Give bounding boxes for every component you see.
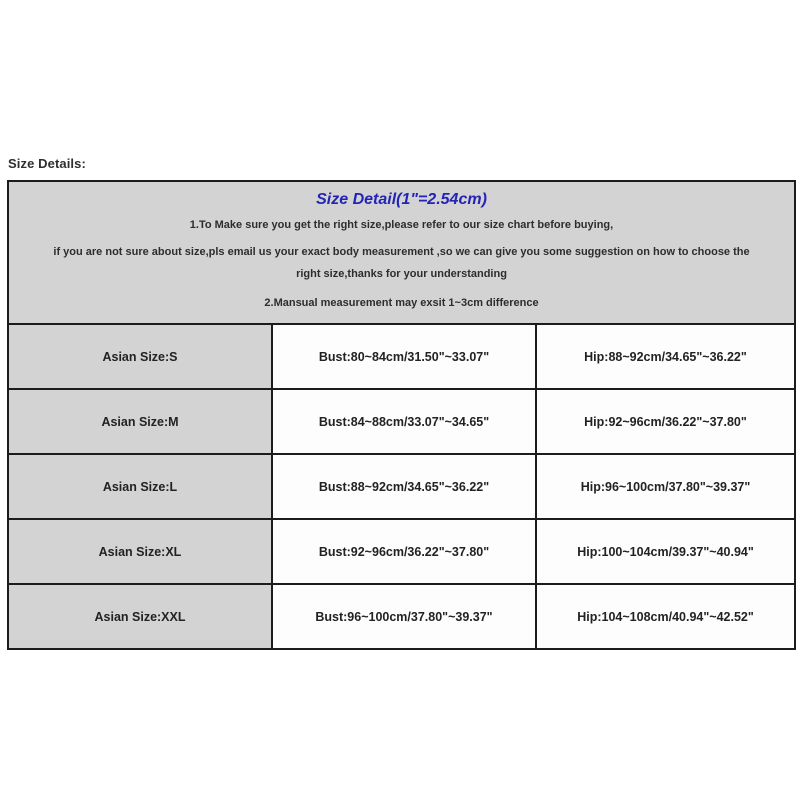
size-row-s xyxy=(8,324,795,389)
bust-cell: Bust:88~92cm/34.65"~36.22" xyxy=(272,454,536,519)
hip-cell: Hip:96~100cm/37.80"~39.37" xyxy=(536,454,795,519)
bust-cell: Bust:84~88cm/33.07"~34.65" xyxy=(272,389,536,454)
size-chart-intro-row xyxy=(8,181,795,324)
hip-cell: Hip:88~92cm/34.65"~36.22" xyxy=(536,324,795,389)
size-note-1: 1.To Make sure you get the right size,please refer to our size chart before buying, xyxy=(189,219,614,231)
size-note-2-continued: right size,thanks for your understanding xyxy=(296,268,507,280)
hip-cell: Hip:104~108cm/40.94"~42.52" xyxy=(536,584,795,649)
size-row-m xyxy=(8,389,795,454)
bust-cell: Bust:92~96cm/36.22"~37.80" xyxy=(272,519,536,584)
hip-cell: Hip:100~104cm/39.37"~40.94" xyxy=(536,519,795,584)
size-note-2: if you are not sure about size,pls email us your exact body measurement ,so we can give you some suggestion on how to choose the xyxy=(53,246,750,258)
size-chart-table xyxy=(7,180,796,650)
size-name-cell: Asian Size:S xyxy=(8,324,272,389)
size-details-label: Size Details: xyxy=(8,156,86,171)
size-row-xxl xyxy=(8,584,795,649)
size-name-cell: Asian Size:XXL xyxy=(8,584,272,649)
size-name-cell: Asian Size:XL xyxy=(8,519,272,584)
size-chart-intro xyxy=(8,181,795,324)
hip-cell: Hip:92~96cm/36.22"~37.80" xyxy=(536,389,795,454)
size-chart-title: Size Detail(1"=2.54cm) xyxy=(316,191,487,208)
size-row-xl xyxy=(8,519,795,584)
bust-cell: Bust:96~100cm/37.80"~39.37" xyxy=(272,584,536,649)
size-row-l xyxy=(8,454,795,519)
size-note-3: 2.Mansual measurement may exsit 1~3cm difference xyxy=(264,297,539,309)
size-name-cell: Asian Size:M xyxy=(8,389,272,454)
size-name-cell: Asian Size:L xyxy=(8,454,272,519)
bust-cell: Bust:80~84cm/31.50"~33.07" xyxy=(272,324,536,389)
